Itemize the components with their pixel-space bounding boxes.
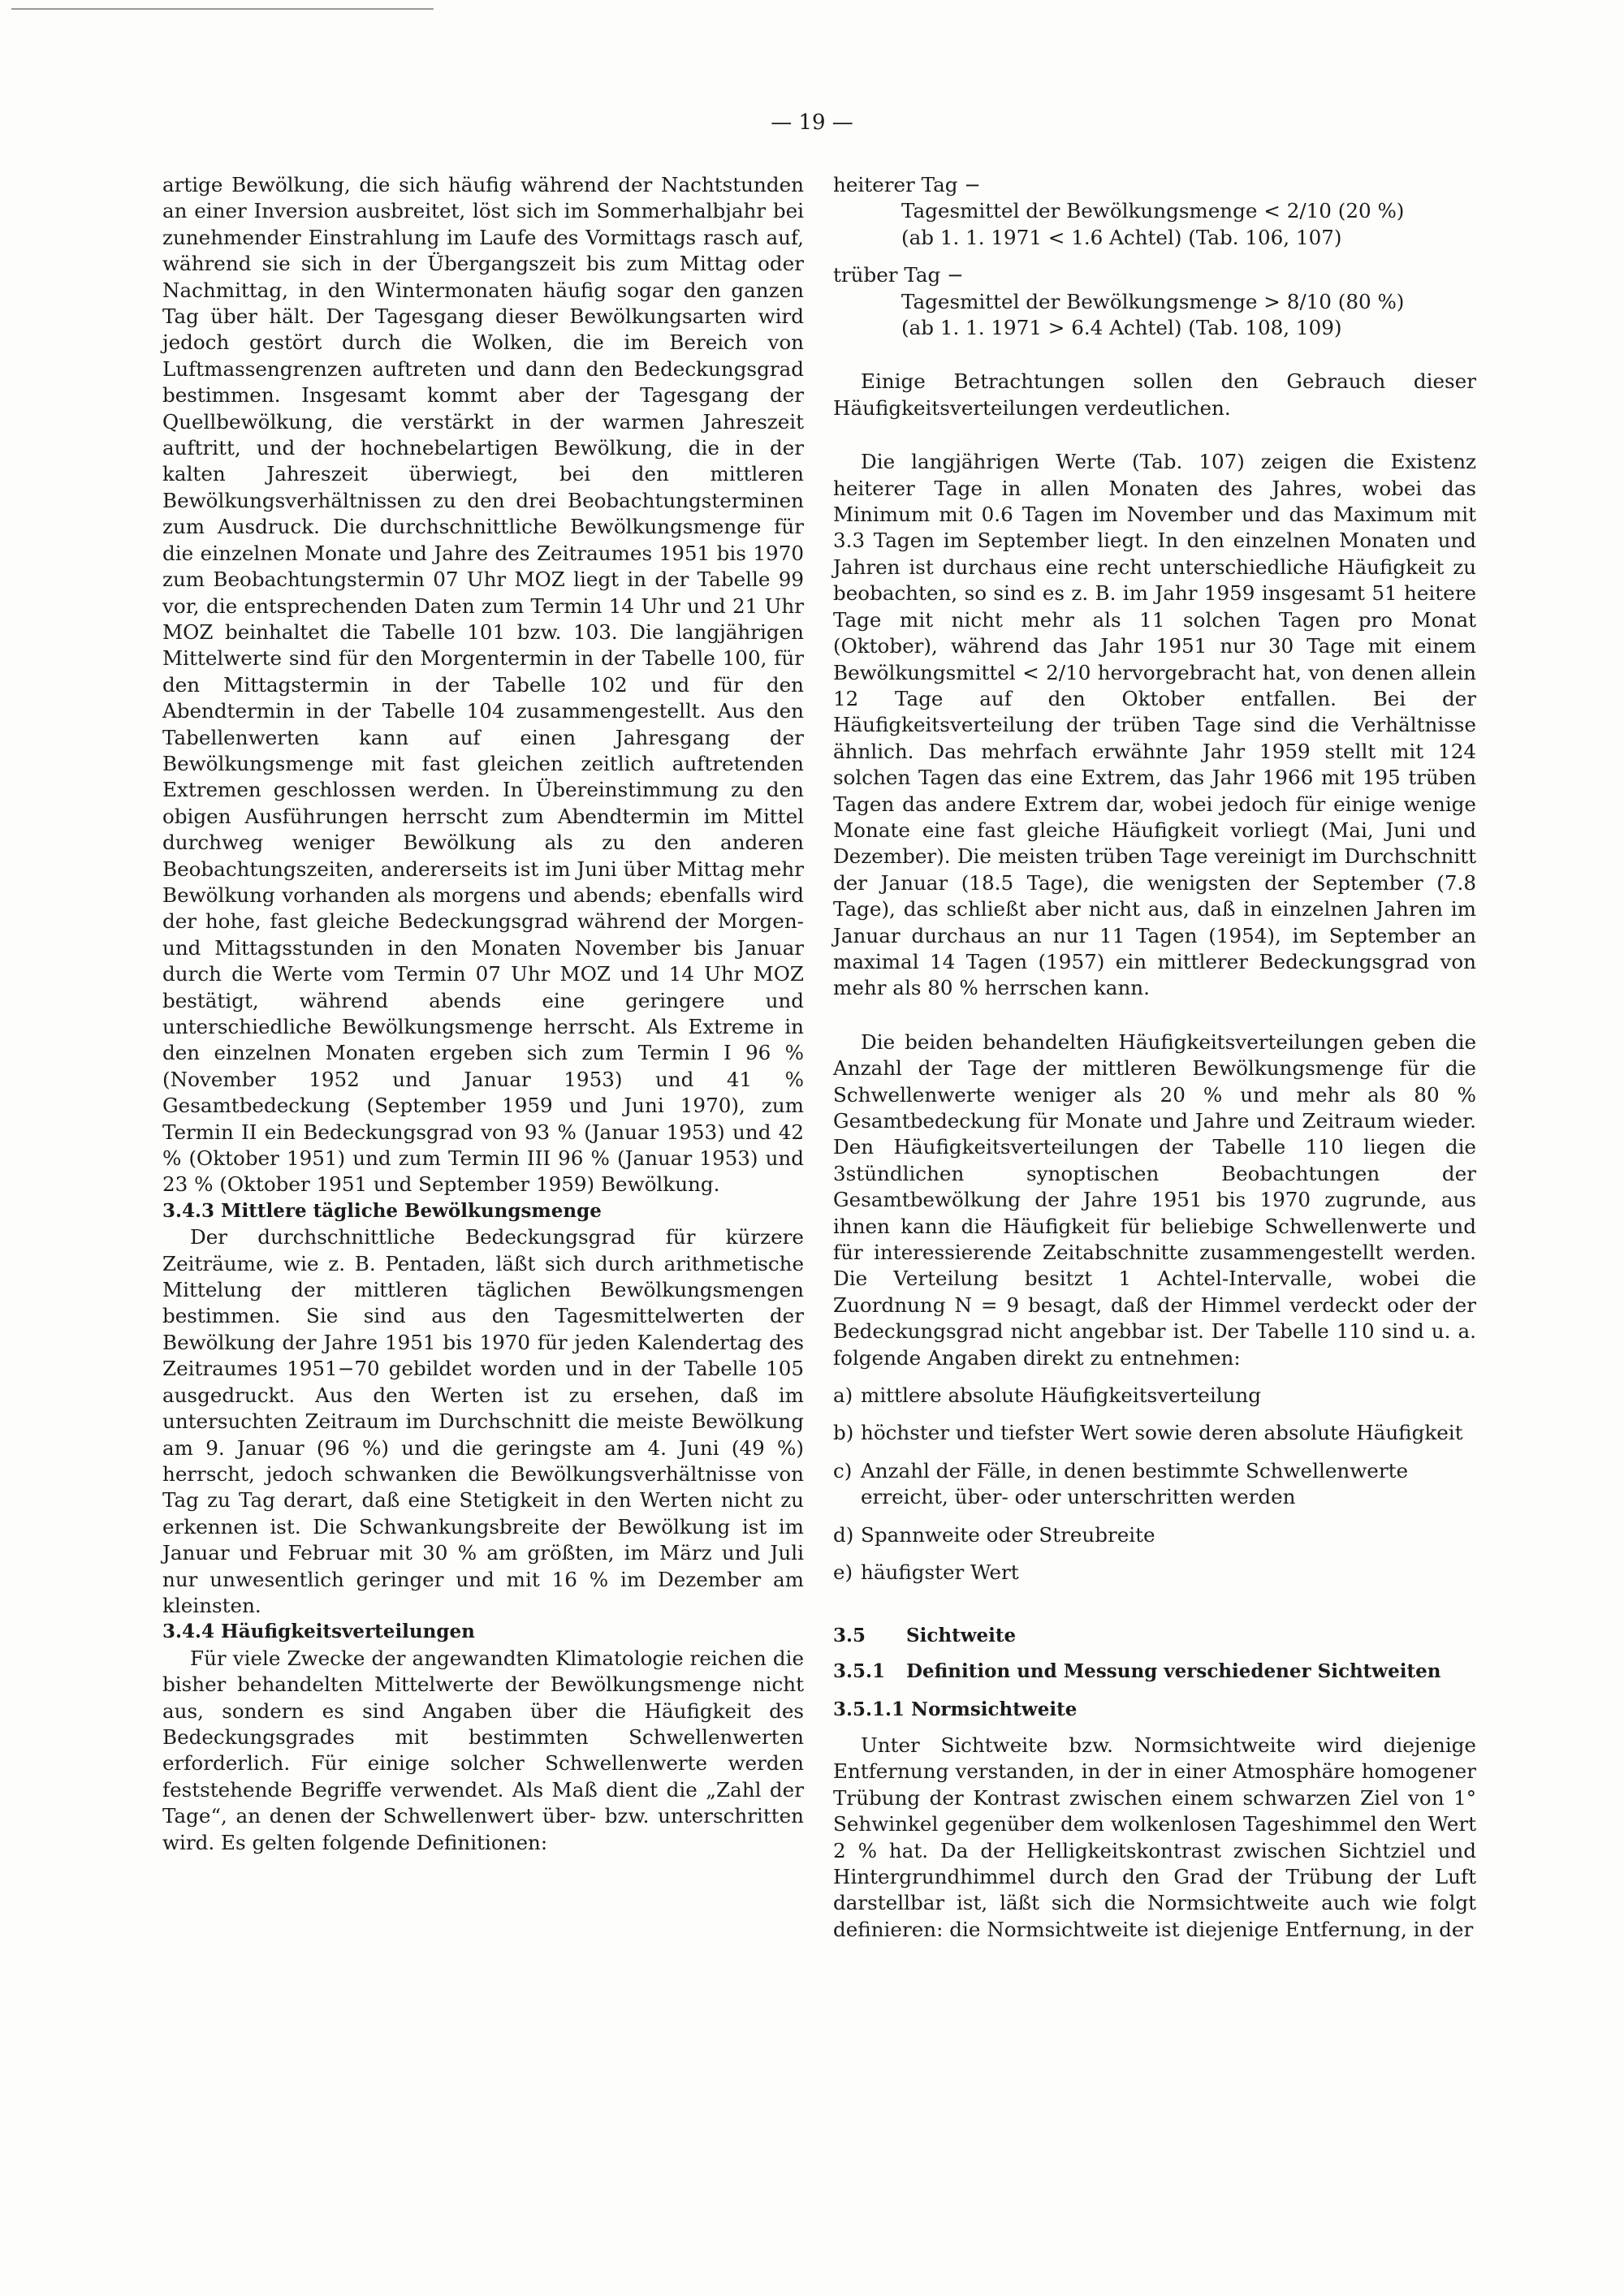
paragraph-cloud-daily-cycle: artige Bewölkung, die sich häufig während der Nachtstunden an einer Inversion ausbreitet, löst sich im Sommerhalbjahr bei zunehmender Einstrahlung im Laufe des Vormittags rasch auf, während sie sich in der Übergangszeit bis zum Mittag oder Nachmittag, in den Wintermonaten häufig sogar den ganzen Tag über hält. Der Tagesgang dieser Bewölkungsarten wird jedoch gestört durch die Wolken, die im Bereich von Luftmassengrenzen auftreten und dann den Bedeckungsgrad bestimmen. Insgesamt kommt aber der Tagesgang der Quellbewölkung, die verstärkt in der warmen Jahreszeit auftritt, und der hochnebelartigen Bewölkung, die in der kalten Jahreszeit überwiegt, bei den mittleren Bewölkungsverhältnissen zu den drei Beobachtungsterminen zum Ausdruck. Die durchschnittliche Bewölkungsmenge für die einzelnen Monate und Jahre des Zeitraumes 1951 bis 1970 zum Beobachtungstermin 07 Uhr MOZ liegt in der Tabelle 99 vor, die entsprechenden Daten zum Termin 14 Uhr und 21 Uhr MOZ beinhaltet die Tabelle 101 bzw. 103. Die langjährigen Mittelwerte sind für den Morgentermin in der Tabelle 100, für den Mittagstermin in der Tabelle 102 und für den Abendtermin in der Tabelle 104 zusammengestellt. Aus den Tabellenwerten kann auf einen Jahresgang der Bewölkungsmenge mit fast gleichen zeitlich auftretenden Extremen geschlossen werden. In Übereinstimmung zu den obigen Ausführungen herrscht zum Abendtermin im Mittel durchweg weniger Bewölkung als zu den anderen Beobachtungszeiten, andererseits ist im Juni über Mittag mehr Bewölkung vorhanden als morgens und abends; ebenfalls wird der hohe, fast gleiche Bedeckungsgrad während der Morgen- und Mittagsstunden in den Monaten November bis Januar durch die Werte vom Termin 07 Uhr MOZ und 14 Uhr MOZ bestätigt, während abends eine geringere und unterschiedliche Bewölkungsmenge herrscht. Als Extreme in den einzelnen Monaten ergeben sich zum Termin I 96 % (November 1952 und Januar 1953) und 41 % Gesamtbedeckung (September 1959 und Juni 1970), zum Termin II ein Bedeckungsgrad von 93 % (Januar 1953) und 42 % (Oktober 1951) und zum Termin III 96 % (Januar 1953) und 23 % (Oktober 1951 und September 1959) Bewölkung. bbox=[162, 173, 804, 1197]
definition-clear-day-line2: (ab 1. 1. 1971 < 1.6 Achtel) (Tab. 106, 107) bbox=[901, 225, 1342, 249]
heading-3-5-1-1: 3.5.1.1 Normsichtweite bbox=[833, 1698, 1078, 1720]
list-item: a) mittlere absolute Häufigkeitsverteilung bbox=[833, 1383, 1262, 1408]
list-item: b) höchster und tiefster Wert sowie deren absolute Häufigkeit bbox=[833, 1421, 1463, 1445]
paragraph-two-distributions: Die beiden behandelten Häufigkeitsverteilungen geben die Anzahl der Tage der mittleren Bewölkungsmenge für die Schwellenwerte weniger als 20 % und mehr als 80 % Gesamtbedeckung für Monate und Jahre und Zeitraum wieder. Den Häufigkeitsverteilungen der Tabelle 110 liegen die 3stündlichen synoptischen Beobachtungen der Gesamtbewölkung der Jahre 1951 bis 1970 zugrunde, aus ihnen kann die Häufigkeit für beliebige Schwellenwerte und für interessierende Zeitabschnitte zusammengestellt werden. Die Verteilung besitzt 1 Achtel-Intervalle, wobei die Zuordnung N = 9 besagt, daß der Himmel verdeckt oder der Bedeckungsgrad nicht angebbar ist. Der Tabelle 110 sind u. a. folgende Angaben direkt zu entnehmen: bbox=[833, 1029, 1476, 1370]
definition-overcast-day bbox=[833, 262, 1476, 341]
definition-clear-day-line1: Tagesmittel der Bewölkungsmenge < 2/10 (20 %) bbox=[901, 199, 1405, 223]
definition-clear-day bbox=[833, 172, 1476, 251]
paragraph-standard-visibility: Unter Sichtweite bzw. Normsichtweite wird diejenige Entfernung verstanden, in der in einer Atmosphäre homogener Trübung der Kontrast zwischen einem schwarzen Ziel von 1° Sehwinkel gegenüber dem wolkenlosen Tageshimmel den Wert 2 % hat. Da der Helligkeitskontrast zwischen Sichtziel und Hintergrundhimmel durch den Grad der Trübung der Luft darstellbar ist, läßt sich die Normsichtweite auch wie folgt definieren: die Normsichtweite ist diejenige Entfernung, in der bbox=[833, 1733, 1476, 1941]
paragraph-frequency-distributions: Für viele Zwecke der angewandten Klimatologie reichen die bisher behandelten Mittelwerte der Bewölkungsmenge nicht aus, sondern es sind Angaben über die Häufigkeit des Bedeckungsgrades mit bestimmten Schwellenwerten erforderlich. Für einige solcher Schwellenwerte werden feststehende Begriffe verwendet. Als Maß dient die „Zahl der Tage“, an denen der Schwellenwert über- bzw. unterschritten wird. Es gelten folgende Definitionen: bbox=[162, 1646, 804, 1854]
heading-3-4-3: 3.4.3 Mittlere tägliche Bewölkungsmenge bbox=[162, 1199, 602, 1222]
paragraph-long-term-values: Die langjährigen Werte (Tab. 107) zeigen die Existenz heiterer Tage in allen Monaten des Jahres, wobei das Minimum mit 0.6 Tagen im November und das Maximum mit 3.3 Tagen im September liegt. In den einzelnen Monaten und Jahren ist durchaus eine recht unterschiedliche Häufigkeit zu beobachten, so sind es z. B. im Jahr 1959 insgesamt 51 heitere Tage mit nicht mehr als 11 solchen Tagen pro Monat (Oktober), während das Jahr 1951 nur 30 Tage mit einem Bewölkungsmittel < 2/10 hervorgebracht hat, von denen allein 12 Tage auf den Oktober entfallen. Bei der Häufigkeitsverteilung der trüben Tage sind die Verhältnisse ähnlich. Das mehrfach erwähnte Jahr 1959 stellt mit 124 solchen Tagen das eine Extrem, das Jahr 1966 mit 195 trüben Tagen das andere Extrem dar, wobei jedoch für einige wenige Monate eine fast gleiche Häufigkeit vorliegt (Mai, Juni und Dezember). Die meisten trüben Tage vereinigt im Durchschnitt der Januar (18.5 Tage), die wenigsten der September (7.8 Tage), das schließt aber nicht aus, daß in einzelnen Jahren im Januar durchaus an nur 11 Tagen (1954), im September an maximal 14 Tagen (1957) ein mittlerer Bedeckungsgrad von mehr als 80 % herrschen kann. bbox=[833, 450, 1476, 1000]
definition-overcast-day-line1: Tagesmittel der Bewölkungsmenge > 8/10 (80 %) bbox=[901, 289, 1405, 313]
list-table-110-items bbox=[833, 1383, 1476, 1586]
definition-clear-day-label: heiterer Tag − bbox=[833, 173, 981, 196]
definition-overcast-day-label: trüber Tag − bbox=[833, 263, 964, 287]
list-item: c) Anzahl der Fälle, in denen bestimmte Schwellenwerte erreicht, über- oder unterschritten werden bbox=[833, 1458, 1409, 1509]
paragraph-considerations: Einige Betrachtungen sollen den Gebrauch dieser Häufigkeitsverteilungen verdeutlichen. bbox=[833, 369, 1476, 420]
paragraph-daily-cloud-amount: Der durchschnittliche Bedeckungsgrad für kürzere Zeiträume, wie z. B. Pentaden, läßt sich durch arithmetische Mittelung der mittleren täglichen Bewölkungsmengen bestimmen. Sie sind aus den Tagesmittelwerten der Bewölkung der Jahre 1951 bis 1970 für jeden Kalendertag des Zeitraumes 1951−70 gebildet worden und in der Tabelle 105 ausgedruckt. Aus den Werten ist zu ersehen, daß im untersuchten Zeitraum im Durchschnitt die meiste Bewölkung am 9. Januar (96 %) und die geringste am 4. Juni (49 %) herrscht, jedoch schwanken die Bewölkungsverhältnisse von Tag zu Tag derart, daß eine Stetigkeit in den Werten nicht zu erkennen ist. Die Schwankungsbreite der Bewölkung ist im Januar und Februar mit 30 % am größten, im März und Juli nur unwesentlich geringer und mit 16 % im Dezember am kleinsten. bbox=[162, 1225, 804, 1617]
heading-3-4-4: 3.4.4 Häufigkeitsverteilungen bbox=[162, 1621, 475, 1643]
left-column bbox=[162, 172, 804, 1856]
heading-3-5-1: 3.5.1 Definition und Messung verschiedener Sichtweiten bbox=[833, 1659, 1441, 1682]
definition-overcast-day-line2: (ab 1. 1. 1971 > 6.4 Achtel) (Tab. 108, 109) bbox=[901, 316, 1342, 340]
page-number: — 19 — bbox=[771, 110, 853, 135]
list-item: d) Spannweite oder Streubreite bbox=[833, 1522, 1155, 1547]
list-item: e) häufigster Wert bbox=[833, 1560, 1019, 1585]
right-column bbox=[833, 172, 1476, 1943]
scan-edge-line bbox=[11, 8, 434, 10]
heading-3-5: 3.5 Sichtweite bbox=[833, 1624, 1017, 1646]
